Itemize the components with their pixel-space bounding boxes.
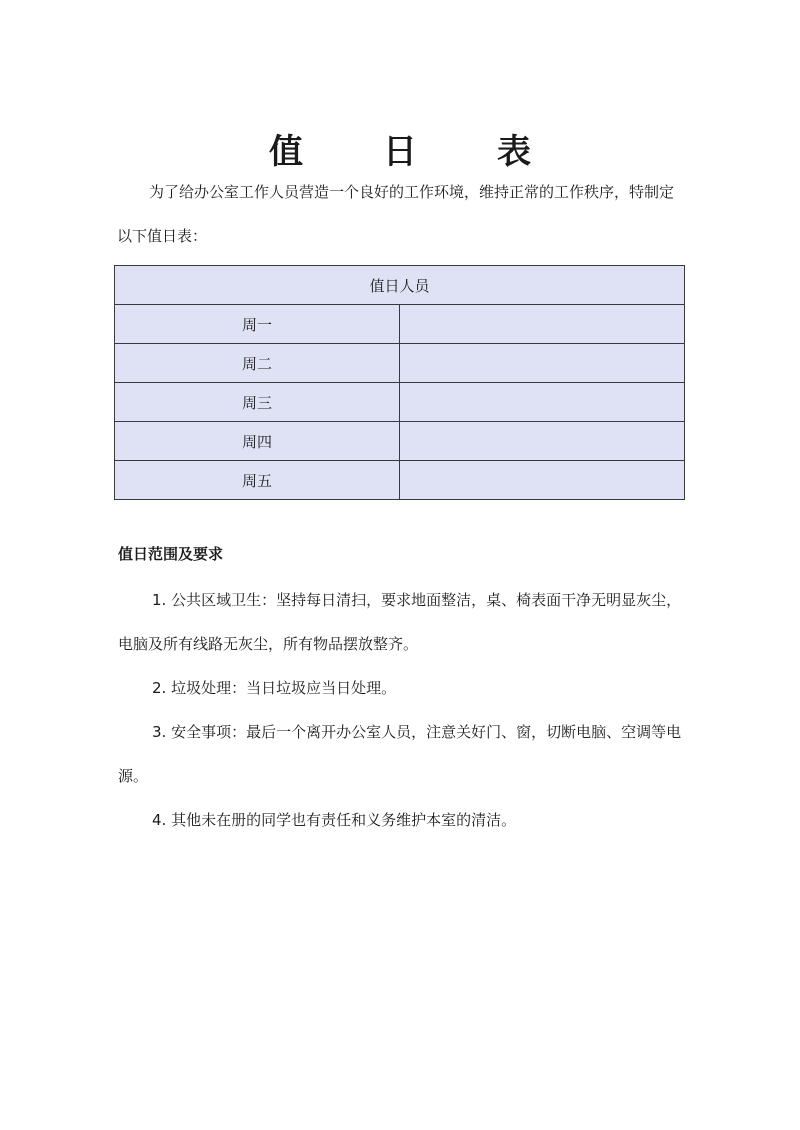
table-row: [115, 344, 685, 383]
staff-cell: [400, 305, 685, 344]
list-item: 2. 垃圾处理：当日垃圾应当日处理。: [152, 679, 397, 697]
list-item: 1. 公共区域卫生：坚持每日清扫，要求地面整洁，桌、椅表面干净无明显灰尘，电脑及所有线路无灰尘，所有物品摆放整齐。: [118, 591, 682, 653]
title-char: 表: [497, 131, 531, 172]
table-row: [115, 461, 685, 500]
day-cell: 周五: [115, 461, 400, 500]
intro-paragraph: 为了给办公室工作人员营造一个良好的工作环境，维持正常的工作秩序，特制定以下值日表：: [117, 183, 675, 245]
duty-table: [114, 265, 685, 500]
table-row: [115, 422, 685, 461]
staff-cell: [400, 461, 685, 500]
day-cell: 周一: [115, 305, 400, 344]
table-header-cell: 值日人员: [115, 266, 685, 305]
section-heading: 值日范围及要求: [118, 545, 224, 563]
day-cell: 周三: [115, 383, 400, 422]
day-cell: 周二: [115, 344, 400, 383]
table-header-row: [115, 266, 685, 305]
staff-cell: [400, 422, 685, 461]
title-char: 值: [269, 131, 303, 172]
list-item: 3. 安全事项：最后一个离开办公室人员，注意关好门、窗，切断电脑、空调等电源。: [118, 723, 682, 785]
title-char: 日: [383, 131, 417, 172]
staff-cell: [400, 383, 685, 422]
rules-list: [118, 578, 686, 842]
list-item: 4. 其他未在册的同学也有责任和义务维护本室的清洁。: [152, 811, 517, 829]
day-cell: 周四: [115, 422, 400, 461]
staff-cell: [400, 344, 685, 383]
table-row: [115, 305, 685, 344]
table-row: [115, 383, 685, 422]
